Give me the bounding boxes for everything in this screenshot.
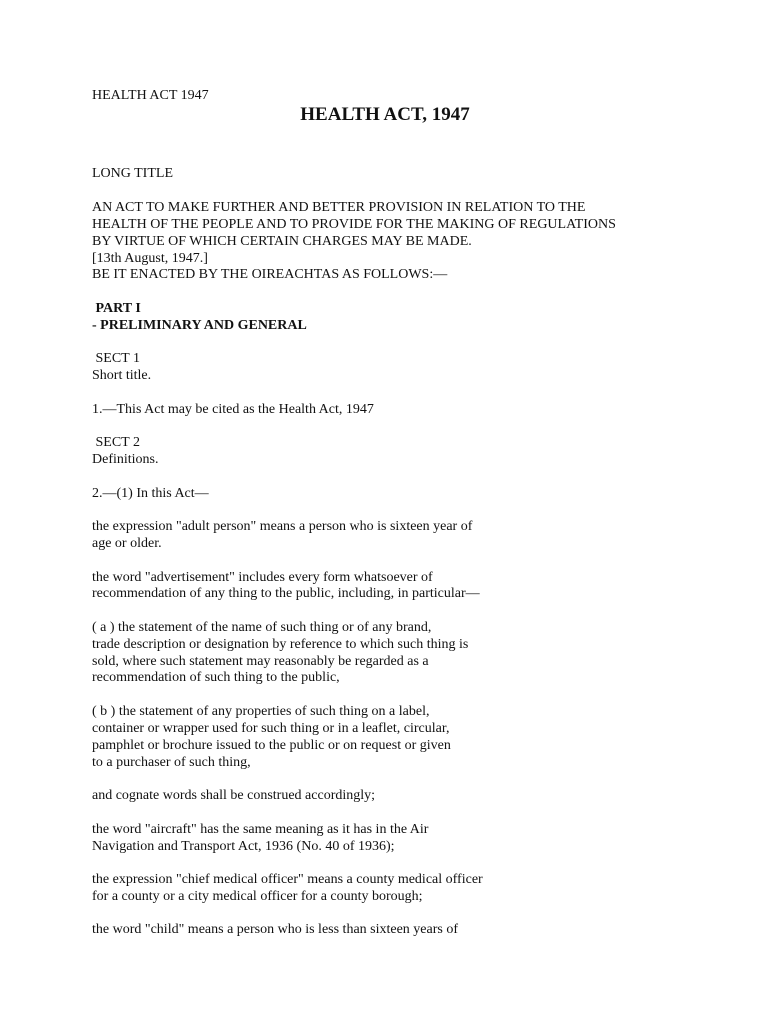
definition-line: the expression "adult person" means a person who is sixteen year of <box>92 519 473 534</box>
definition-line: pamphlet or brochure issued to the public or on request or given <box>92 738 451 753</box>
long-title-heading: LONG TITLE <box>92 166 173 181</box>
definition-line: the word "advertisement" includes every form whatsoever of <box>92 570 433 585</box>
section-heading: Short title. <box>92 368 152 383</box>
definition-line: Navigation and Transport Act, 1936 (No. 40 of 1936); <box>92 839 395 854</box>
definition-line: ( b ) the statement of any properties of such thing on a label, <box>92 704 430 719</box>
long-title-line: HEALTH OF THE PEOPLE AND TO PROVIDE FOR THE MAKING OF REGULATIONS <box>92 217 616 232</box>
definition-line: recommendation of such thing to the public, <box>92 670 340 685</box>
part-subtitle: - PRELIMINARY AND GENERAL <box>92 318 307 333</box>
definition-line: to a purchaser of such thing, <box>92 755 251 770</box>
definition-line: the word "child" means a person who is less than sixteen years of <box>92 922 459 937</box>
definition-line: trade description or designation by reference to which such thing is <box>92 637 469 652</box>
section-label: SECT 1 <box>92 351 140 366</box>
long-title-line: BY VIRTUE OF WHICH CERTAIN CHARGES MAY BE MADE. <box>92 234 472 249</box>
long-title-line: AN ACT TO MAKE FURTHER AND BETTER PROVISION IN RELATION TO THE <box>92 200 586 215</box>
section-text: 2.—(1) In this Act— <box>92 486 209 501</box>
definition-line: recommendation of any thing to the public, including, in particular— <box>92 586 480 601</box>
section-text: 1.—This Act may be cited as the Health Act, 1947 <box>92 402 374 417</box>
definition-line: ( a ) the statement of the name of such thing or of any brand, <box>92 620 432 635</box>
definition-line: age or older. <box>92 536 162 551</box>
definition-line: sold, where such statement may reasonably be regarded as a <box>92 654 429 669</box>
part-label: PART I <box>92 301 141 316</box>
running-header: HEALTH ACT 1947 <box>92 88 209 103</box>
definition-line: container or wrapper used for such thing or in a leaflet, circular, <box>92 721 450 736</box>
section-heading: Definitions. <box>92 452 159 467</box>
section-label: SECT 2 <box>92 435 140 450</box>
enacting-formula: BE IT ENACTED BY THE OIREACHTAS AS FOLLOWS:— <box>92 267 448 282</box>
definition-line: for a county or a city medical officer for a county borough; <box>92 889 423 904</box>
definition-line: the expression "chief medical officer" means a county medical officer <box>92 872 483 887</box>
definition-line: the word "aircraft" has the same meaning as it has in the Air <box>92 822 429 837</box>
definition-line: and cognate words shall be construed accordingly; <box>92 788 376 803</box>
document-title: HEALTH ACT, 1947 <box>300 104 470 125</box>
enactment-date: [13th August, 1947.] <box>92 251 208 266</box>
